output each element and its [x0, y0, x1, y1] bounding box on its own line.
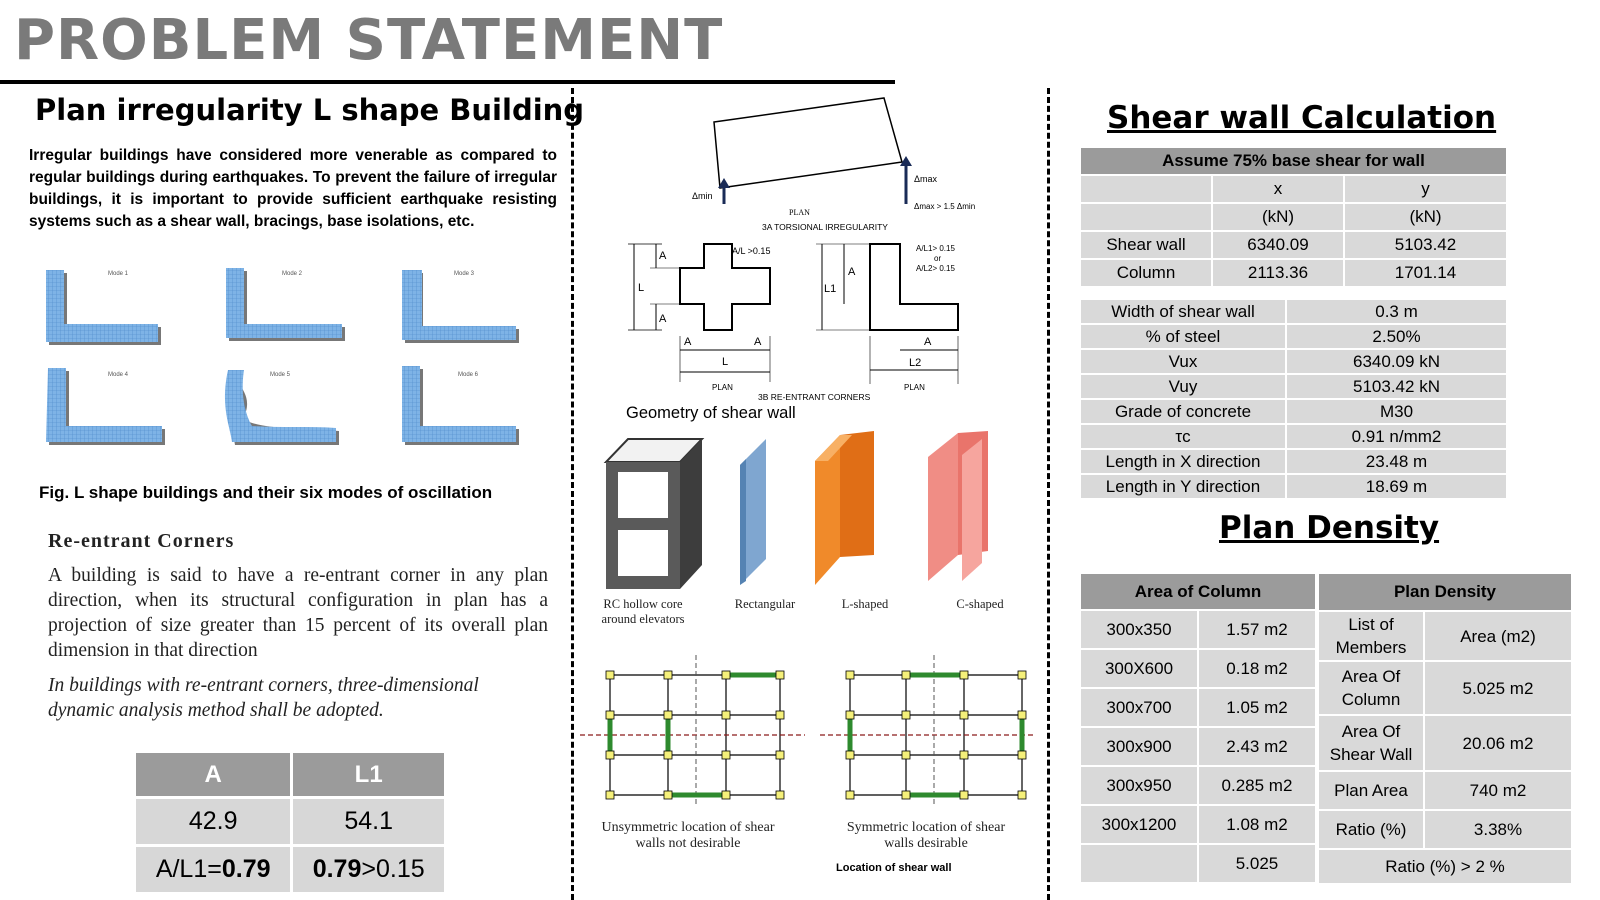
col-y-label: y [1344, 175, 1507, 203]
density-value: Area (m2) [1424, 611, 1572, 661]
plan-density-header: Plan Density [1318, 573, 1572, 611]
row-x-value: 6340.09 [1212, 231, 1344, 259]
empty-cell [1080, 844, 1198, 883]
page-title: PROBLEM STATEMENT [14, 8, 724, 73]
column-area: 2.43 m2 [1198, 727, 1316, 766]
param-label: τc [1080, 424, 1286, 449]
param-label: Width of shear wall [1080, 299, 1286, 324]
column-area: 1.57 m2 [1198, 610, 1316, 649]
delta-max-label: Δmax [914, 174, 938, 184]
empty-cell [1080, 203, 1212, 231]
mode-label: Mode 2 [282, 271, 303, 277]
mode-label: Mode 5 [270, 372, 291, 378]
density-value: 20.06 m2 [1424, 715, 1572, 771]
title-underline [0, 80, 895, 84]
wall-label-hollow-core: RC hollow core around elevators [601, 597, 685, 626]
mode-2-shape [226, 268, 345, 341]
mode-5-shape [225, 370, 339, 445]
cross-dim-l-bottom: L [722, 356, 729, 368]
density-label: Area Of Column [1318, 661, 1424, 715]
ratio-formula-value: 0.79 [221, 855, 271, 883]
ratio-comparison-suffix: >0.15 [361, 855, 425, 883]
reentrant-note: In buildings with re-entrant corners, three-dimensional dynamic analysis method shall be adopted. [48, 675, 479, 721]
mode-label: Mode 3 [454, 271, 475, 277]
unit-x: (kN) [1212, 203, 1344, 231]
ratio-formula-prefix: A/L1= [155, 855, 222, 883]
column-area: 0.18 m2 [1198, 649, 1316, 688]
modes-figure [40, 266, 540, 462]
cross-dim-a-left: A [684, 336, 692, 348]
c-shaped-wall [928, 431, 988, 581]
param-value: 5103.42 kN [1286, 374, 1507, 399]
column-size: 300x700 [1080, 688, 1198, 727]
hollow-core-wall [606, 439, 702, 589]
torsion-plan-label: PLAN [789, 208, 810, 217]
reentrant-title: Re-entrant Corners [48, 530, 235, 552]
column-size: 300x950 [1080, 766, 1198, 805]
delta-min-label: Δmin [692, 191, 713, 201]
shear-wall-heading: Shear wall Calculation [1107, 100, 1497, 136]
design-parameters-table [1079, 298, 1508, 500]
col-x-label: x [1212, 175, 1344, 203]
mode-label: Mode 1 [108, 271, 129, 277]
l-ratio-2: A/L2> 0.15 [916, 264, 955, 273]
param-label: % of steel [1080, 324, 1286, 349]
l-plan-label: PLAN [904, 383, 925, 392]
ratio-header-a: A [135, 752, 292, 798]
param-label: Vuy [1080, 374, 1286, 399]
cross-dim-l: L [638, 282, 645, 294]
cross-dim-a-right: A [754, 336, 762, 348]
ratio-value-a: 42.9 [135, 798, 292, 846]
ratio-value-l1: 54.1 [292, 798, 446, 846]
irregularity-diagram [584, 92, 1004, 402]
column-area: 1.08 m2 [1198, 805, 1316, 844]
l-dim-l2: L2 [909, 357, 922, 369]
param-value: 0.3 m [1286, 299, 1507, 324]
param-label: Length in X direction [1080, 449, 1286, 474]
row-label: Column [1080, 259, 1212, 287]
plan-density-table [1317, 572, 1573, 885]
mode-4-shape [46, 368, 165, 445]
param-label: Vux [1080, 349, 1286, 374]
figure-caption: Fig. L shape buildings and their six modes of oscillation [39, 483, 493, 502]
base-shear-header: Assume 75% base shear for wall [1080, 147, 1507, 175]
column-size: 300x1200 [1080, 805, 1198, 844]
density-label: Ratio (%) [1318, 810, 1424, 849]
l-dim-l1: L1 [824, 283, 837, 295]
density-value: 3.38% [1424, 810, 1572, 849]
ratio-header-l1: L1 [292, 752, 446, 798]
column-area-total: 5.025 [1198, 844, 1316, 883]
density-footer: Ratio (%) > 2 % [1318, 849, 1572, 884]
param-value: 23.48 m [1286, 449, 1507, 474]
column-size: 300x350 [1080, 610, 1198, 649]
column-area: 1.05 m2 [1198, 688, 1316, 727]
param-value: M30 [1286, 399, 1507, 424]
wall-label-l-shaped: L-shaped [841, 597, 889, 611]
row-label: Shear wall [1080, 231, 1212, 259]
density-value: 5.025 m2 [1424, 661, 1572, 715]
ratio-comparison [292, 846, 446, 894]
cross-dim-a-top: A [659, 250, 667, 262]
l-shaped-wall [815, 431, 874, 585]
param-label: Length in Y direction [1080, 474, 1286, 499]
mode-label: Mode 6 [458, 372, 479, 378]
mode-1-shape [46, 270, 161, 345]
section-heading-l-shape: Plan irregularity L shape Building [35, 93, 585, 127]
l-dim-a-horizontal: A [924, 336, 932, 348]
row-y-value: 5103.42 [1344, 231, 1507, 259]
param-label: Grade of concrete [1080, 399, 1286, 424]
rectangular-wall [740, 439, 766, 585]
density-label: List of Members [1318, 611, 1424, 661]
ratio-formula [135, 846, 292, 894]
ratio-comparison-value: 0.79 [312, 855, 362, 883]
param-value: 6340.09 kN [1286, 349, 1507, 374]
l-ratio-1: A/L1> 0.15 [916, 244, 955, 253]
param-value: 18.69 m [1286, 474, 1507, 499]
reentrant-caption: 3B RE-ENTRANT CORNERS [758, 392, 871, 402]
l-dim-a-vertical: A [848, 266, 856, 278]
geometry-heading: Geometry of shear wall [626, 404, 796, 422]
reentrant-excerpt [48, 530, 548, 723]
intro-paragraph: Irregular buildings have considered more venerable as compared to regular buildings during earthquakes. To prevent the failure of irregular buildings, it is important to provide sufficient earthquake resisting systems such as a shear wall, bracings, base isolations, etc. [29, 147, 557, 230]
mode-label: Mode 4 [108, 372, 129, 378]
divider-right [1047, 88, 1050, 900]
density-label: Area Of Shear Wall [1318, 715, 1424, 771]
torsion-caption: 3A TORSIONAL IRREGULARITY [762, 222, 888, 232]
cross-plan-shape [680, 244, 770, 330]
column-area-table [1079, 572, 1317, 884]
shear-wall-location-grids [580, 655, 1035, 805]
mode-3-shape [402, 270, 519, 343]
torsion-plan-shape [714, 98, 902, 188]
divider-left [571, 88, 574, 900]
reentrant-body: A building is said to have a re-entrant corner in any plan direction, when its structural configuration in plan has a projection of size greater than 15 percent of its overall plan dimension in that direction [48, 565, 548, 661]
location-label: Location of shear wall [836, 862, 952, 874]
row-y-value: 1701.14 [1344, 259, 1507, 287]
column-size: 300X600 [1080, 649, 1198, 688]
l-plan-shape [870, 244, 958, 330]
row-x-value: 2113.36 [1212, 259, 1344, 287]
wall-label-c-shaped: C-shaped [956, 597, 1004, 611]
column-area: 0.285 m2 [1198, 766, 1316, 805]
param-value: 2.50% [1286, 324, 1507, 349]
column-area-header: Area of Column [1080, 573, 1316, 610]
param-value: 0.91 n/mm2 [1286, 424, 1507, 449]
delta-condition: Δmax > 1.5 Δmin [914, 202, 976, 211]
base-shear-table [1079, 146, 1508, 288]
column-size: 300x900 [1080, 727, 1198, 766]
density-label: Plan Area [1318, 771, 1424, 810]
empty-cell [1080, 175, 1212, 203]
ratio-table [133, 750, 447, 895]
cross-dim-a-bottom: A [659, 313, 667, 325]
plan-density-heading: Plan Density [1219, 510, 1440, 546]
grid-caption-symmetric: Symmetric location of shear walls desirable [846, 820, 1006, 851]
l-ratio-or: or [934, 254, 942, 263]
density-value: 740 m2 [1424, 771, 1572, 810]
cross-ratio: A/L >0.15 [732, 246, 771, 256]
wall-label-rectangular: Rectangular [734, 597, 796, 611]
grid-caption-unsymmetric: Unsymmetric location of shear walls not desirable [601, 820, 775, 851]
unit-y: (kN) [1344, 203, 1507, 231]
cross-plan-label: PLAN [712, 383, 733, 392]
